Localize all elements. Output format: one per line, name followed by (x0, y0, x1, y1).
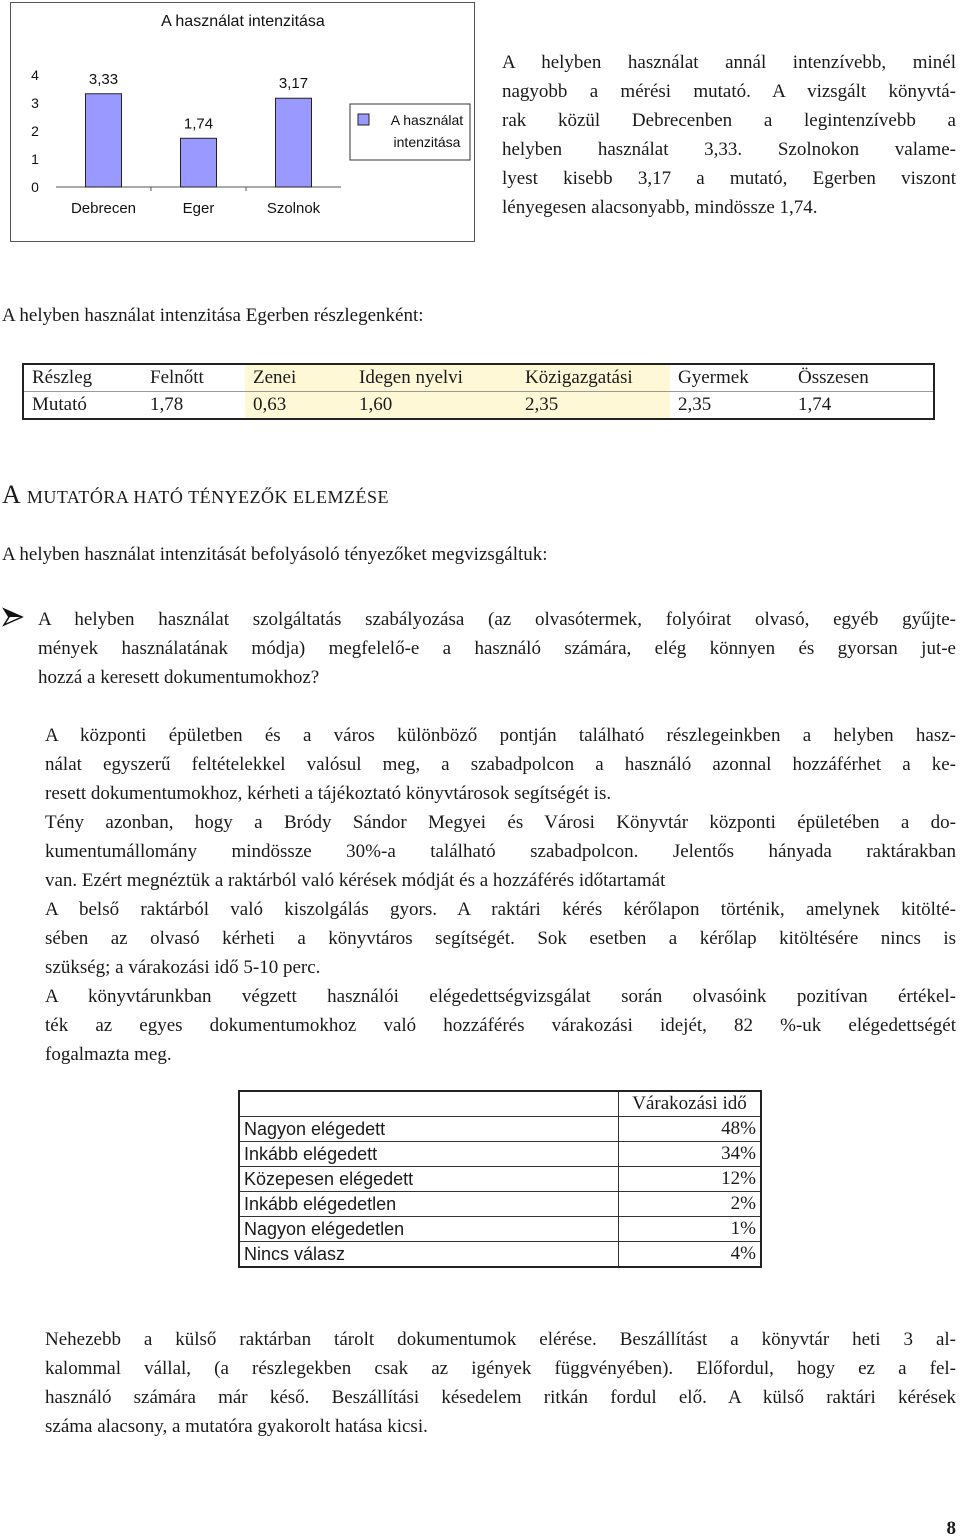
section-intro: A helyben használat intenzitása Egerben részlegenként: (2, 305, 424, 326)
table-cell: Inkább elégedett (239, 1142, 619, 1167)
table-cell: Mutató (32, 394, 87, 415)
table-cell: 1,60 (351, 392, 517, 420)
description-line: helyben használat 3,33. Szolnokon valame- (502, 139, 956, 160)
table-row (239, 1217, 761, 1242)
legend-label: intenzitása (393, 134, 461, 150)
legend-swatch (358, 114, 369, 125)
bullet-line: hozzá a keresett dokumentumokhoz? (38, 667, 320, 688)
table-header-cell (239, 1091, 619, 1117)
y-tick-label: 1 (31, 151, 39, 167)
table-cell: 2% (619, 1192, 762, 1217)
heading-rest: MUTATÓRA HATÓ TÉNYEZŐK ELEMZÉSE (26, 487, 390, 507)
table-header-cell: Gyermek (670, 364, 790, 392)
body-line: nálat egyszerű feltételekkel valósul meg, a szabadpolcon a használó azonnal hozzáférhet a ke- (45, 754, 956, 775)
body-line: A központi épületben és a város különböző pontján található részlegeinkben a helyben hasz- (45, 725, 956, 746)
table-row (239, 1117, 761, 1142)
table-header-row (23, 364, 934, 392)
bullet-text (38, 605, 956, 692)
body-line: resett dokumentumokhoz, kérheti a tájékoztató könyvtárosok segítségét is. (45, 783, 612, 804)
chart-canvas (11, 3, 476, 243)
description-line: lényegesen alacsonyabb, mindössze 1,74. (502, 197, 818, 218)
body-line: sében az olvasó kérheti a könyvtáros segítségét. Sok esetben a kérőlap kitöltésére nincs is (45, 928, 956, 949)
body-text (45, 721, 956, 1069)
table-cell: 2,35 (517, 392, 670, 420)
table-header-row (239, 1091, 761, 1117)
table-cell: Nagyon elégedett (239, 1117, 619, 1142)
table-header-cell: Összesen (790, 364, 934, 392)
table-cell: Nincs válasz (239, 1242, 619, 1268)
table-cell: 1% (619, 1217, 762, 1242)
table-header-cell: Várakozási idő (619, 1091, 762, 1117)
table-cell: 1,78 (150, 394, 184, 415)
description-line: lyest kisebb 3,17 a mutató, Egerben viszont (502, 168, 956, 189)
body-line: szükség; a várakozási idő 5-10 perc. (45, 957, 321, 978)
body-line: A könyvtárunkban végzett használói elégedettségvizsgálat során olvasóink pozitívan értékel- (45, 986, 956, 1007)
bar (86, 94, 122, 187)
table-cell: Nagyon elégedetlen (239, 1217, 619, 1242)
usage-intensity-chart (10, 2, 475, 242)
section-heading (2, 480, 389, 510)
x-tick-label: Debrecen (70, 200, 137, 217)
table-row (239, 1167, 761, 1192)
table-header-cell: Felnőtt (142, 364, 245, 392)
y-tick-label: 2 (31, 123, 39, 139)
body-line: A belső raktárból való kiszolgálás gyors. A raktári kérés kérőlapon történik, amelynek kitölté- (45, 899, 956, 920)
closing-line: Nehezebb a külső raktárban tárolt dokumentumok elérése. Beszállítást a könyvtár heti 3 al- (45, 1329, 956, 1350)
table-header-cell: Részleg (23, 364, 142, 392)
table-row (239, 1192, 761, 1217)
waiting-time-table (238, 1090, 762, 1268)
table-cell: 48% (619, 1117, 762, 1142)
body-line: kumentumállomány mindössze 30%-a található szabadpolcon. Jelentős hányada raktárakban (45, 841, 956, 862)
x-tick-label: Szolnok (266, 200, 321, 217)
arrow-bullet-icon (2, 607, 24, 627)
description-line: rak közül Debrecenben a legintenzívebb a (502, 110, 956, 131)
bullet-line: mények használatának módja) megfelelő-e a használó számára, elég könnyen és gyorsan jut-e (38, 638, 956, 659)
table-cell: 1,74 (798, 394, 832, 415)
heading-initial: A (2, 480, 20, 509)
table-cell: Közepesen elégedett (239, 1167, 619, 1192)
closing-line: kalommal vállal, (a részlegekben csak az igények függvényében). Előfordul, hogy ez a fel- (45, 1358, 956, 1379)
table-cell: Inkább elégedetlen (239, 1192, 619, 1217)
bar-value-label: 1,74 (183, 115, 214, 133)
table-cell: 0,63 (245, 392, 351, 420)
bar-value-label: 3,17 (278, 75, 309, 93)
closing-line: száma alacsony, a mutatóra gyakorolt hatása kicsi. (45, 1416, 428, 1437)
description-line: A helyben használat annál intenzívebb, minél (502, 52, 956, 73)
closing-paragraph (45, 1325, 956, 1441)
closing-line: használó számára már késő. Beszállítási késedelem ritkán fordul elő. A külső raktári kérések (45, 1387, 956, 1408)
body-line: ték az egyes dokumentumokhoz való hozzáférés várakozási idejét, 82 %-uk elégedettségét (45, 1015, 956, 1036)
table-header-cell: Zenei (245, 364, 351, 392)
factors-intro: A helyben használat intenzitását befolyásoló tényezőket megvizsgáltuk: (2, 544, 548, 565)
description-line: nagyobb a mérési mutató. A vizsgált könyvtá- (502, 81, 956, 102)
page-number: 8 (946, 1518, 956, 1539)
bullet-line: A helyben használat szolgáltatás szabályozása (az olvasótermek, folyóirat olvasó, egyéb gyűjte- (38, 609, 956, 630)
y-tick-label: 4 (31, 67, 39, 83)
body-line: Tény azonban, hogy a Bródy Sándor Megyei és Városi Könyvtár központi épületében a do- (45, 812, 956, 833)
table-cell: 12% (619, 1167, 762, 1192)
bar (276, 98, 312, 187)
x-tick-label: Eger (182, 200, 215, 217)
table-header-cell: Idegen nyelvi (351, 364, 517, 392)
table-cell: 34% (619, 1142, 762, 1167)
chart-title: A használat intenzitása (161, 13, 325, 30)
y-tick-label: 3 (31, 95, 39, 111)
body-line: van. Ezért megnéztük a raktárból való kérések módját és a hozzáférés időtartamát (45, 870, 666, 891)
table-row (23, 392, 934, 420)
table-cell: 2,35 (678, 394, 712, 415)
table-row (239, 1142, 761, 1167)
department-indicator-table (22, 363, 935, 420)
body-line: fogalmazta meg. (45, 1044, 172, 1065)
chart-description (502, 48, 956, 222)
table-header-cell: Közigazgatási (517, 364, 670, 392)
bar-value-label: 3,33 (88, 70, 119, 88)
table-cell: 4% (619, 1242, 762, 1268)
legend-label: A használat (390, 112, 464, 128)
table-row (239, 1242, 761, 1268)
y-tick-label: 0 (31, 179, 39, 195)
bar (181, 138, 217, 187)
